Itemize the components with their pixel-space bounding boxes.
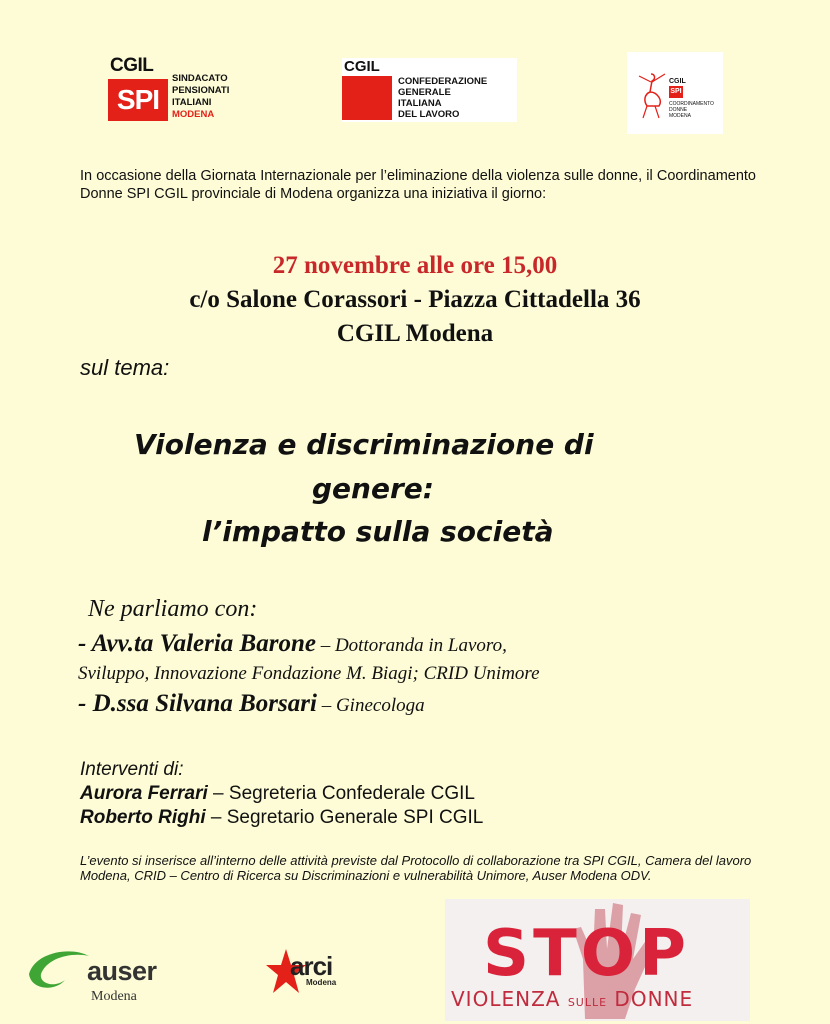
event-venue-city: CGIL Modena [336,320,494,347]
spi-logo-text: SINDACATO PENSIONATI ITALIANI MODENA [172,73,230,120]
intervento-2: Roberto Righi – Segretario Generale SPI CGIL [80,807,484,828]
spi-cgil-logo [108,55,238,125]
speaker-2: - D.ssa Silvana Borsari – Ginecologa [78,690,425,717]
speakers-heading: Ne parliamo con: [88,596,258,622]
cgil-logo-text: CONFEDERAZIONE GENERALE ITALIANA DEL LAVORO [398,76,488,120]
cgil-logo-title: CGIL [344,58,380,75]
cgil-logo-block [342,76,392,120]
title-line-2: genere: [312,472,434,505]
coordinamento-donne-logo: CGIL SPI COORDINAMENTO DONNE MODENA [627,52,723,134]
intro-paragraph: In occasione della Giornata Internazionale per l’eliminazione della violenza sulle donne, il Coordinamento Donne SPI CGIL provinciale di Modena organizza una iniziativa il giorno: [80,168,756,202]
footnote: L’evento si inserisce all’interno delle attività previste dal Protocollo di collaborazione tra SPI CGIL, Camera del lavoro Modena, CRID – Centro di Ricerca su Discriminazioni e vulnerabilità Unimore, Auser Modena ODV. [80,853,752,883]
interventi-section [80,758,483,830]
dancer-icon [633,70,671,120]
spi-logo-block: SPI [108,79,168,121]
arci-logo: arci Modena [266,945,366,1000]
intervento-1: Aurora Ferrari – Segreteria Confederale CGIL [80,783,475,804]
event-date: 27 novembre alle ore 15,00 [272,252,558,279]
stop-word: STOP [483,917,691,991]
interventi-heading: Interventi di: [80,759,184,780]
auser-logo: auser Modena [25,942,200,1012]
title-line-3: l’impatto sulla società [202,515,554,548]
spi-logo-cgil: CGIL [110,55,154,76]
sul-tema-label: sul tema: [80,355,170,380]
title-line-1: Violenza e discriminazione di [134,428,594,461]
speaker-1-role: Sviluppo, Innovazione Fondazione M. Biagi; CRID Unimore [78,663,540,684]
stop-violenza-banner [445,899,750,1021]
speaker-1: - Avv.ta Valeria Barone – Dottoranda in Lavoro, [78,630,507,657]
auser-swoosh-icon [25,944,95,994]
cgil-logo [342,58,517,122]
event-venue: c/o Salone Corassori - Piazza Cittadella 36 [189,286,641,313]
stop-tagline: VIOLENZA SULLE DONNE [451,987,694,1011]
